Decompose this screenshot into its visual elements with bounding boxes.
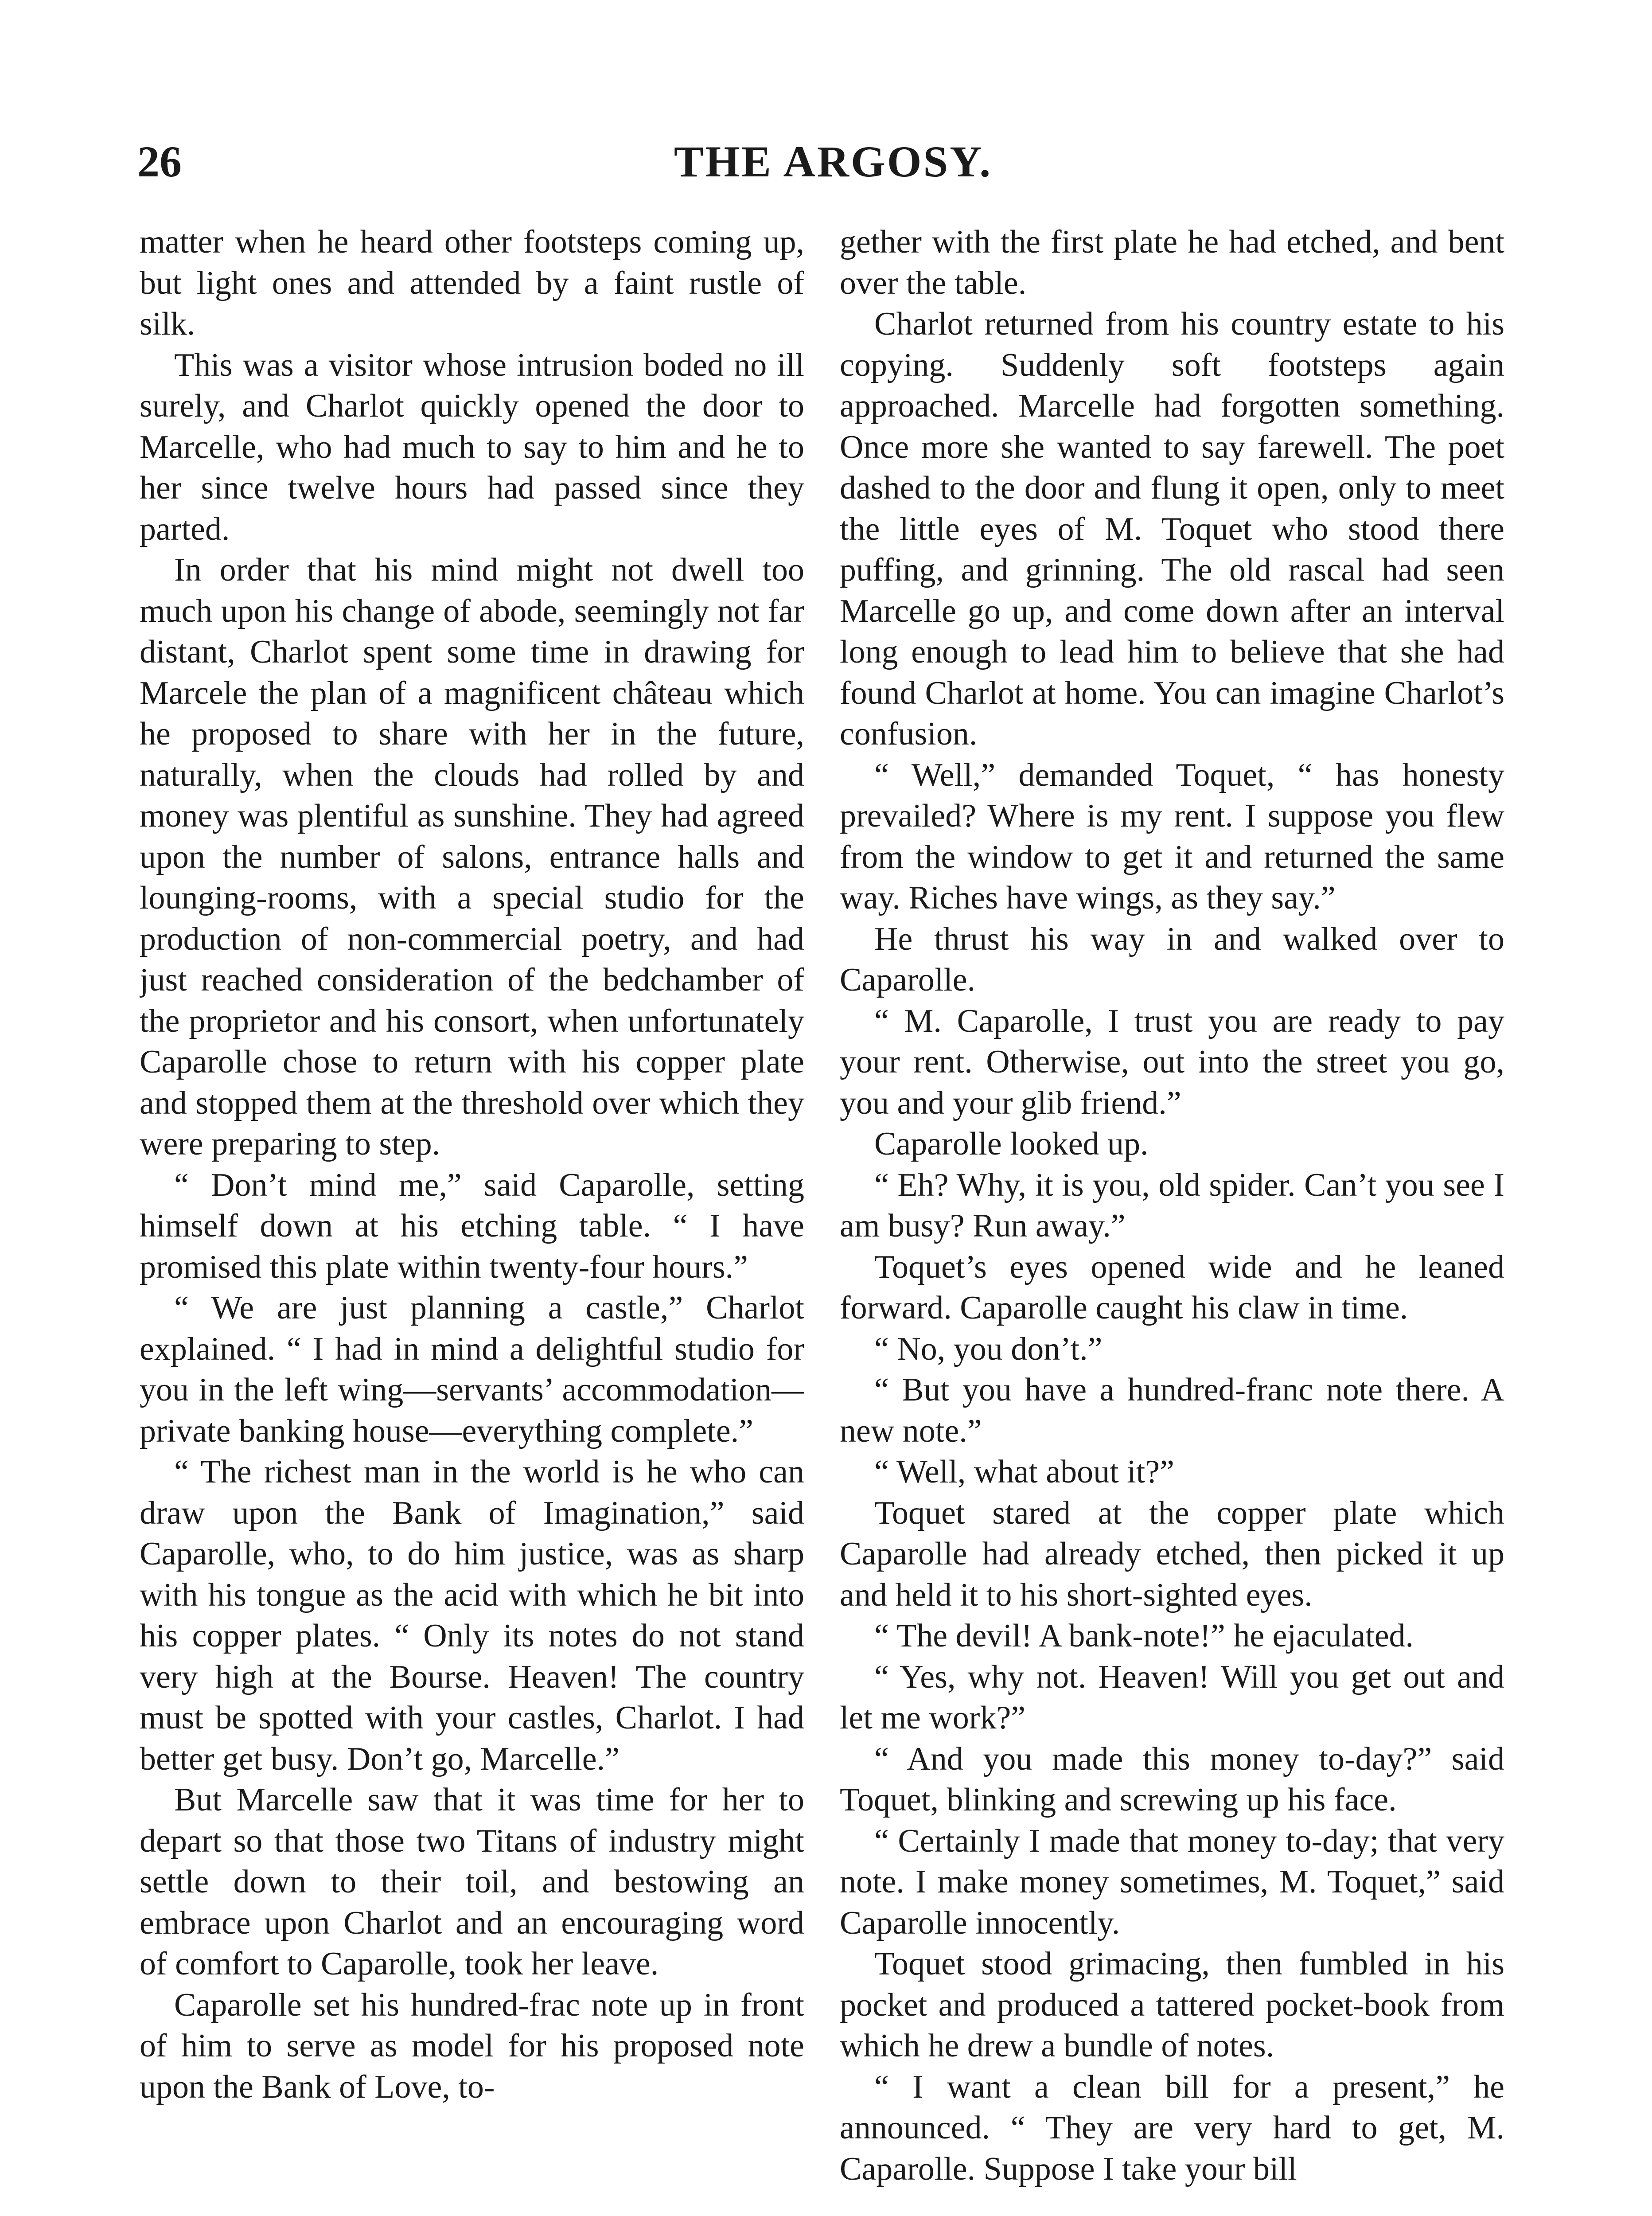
paragraph: “ Well, what about it?” — [874, 1454, 1174, 1490]
paragraph: In order that his mind might not dwell too much upon his change of abode, seemingly not far distant, Charlot spent some time in drawing for Marcele the plan of a magnificent château which he proposed to share with her in the future, naturally, when the clouds had rolled by and money was plentiful as sunshine. They had agreed upon the number of salons, entrance halls and lounging-rooms, with a special studio for the production of non-commercial poetry, and had just reached consideration of the bedchamber of the proprietor and his consort, when unfortunately Caparolle chose to return with his copper plate and stopped them at the threshold over which they were preparing to step. — [140, 552, 804, 1162]
paragraph: “ Well,” demanded Toquet, “ has honesty prevailed? Where is my rent. I suppose you flew from the window to get it and returned the same way. Riches have wings, as they say.” — [840, 757, 1504, 916]
paragraph: “ But you have a hundred-franc note there. A new note.” — [840, 1372, 1504, 1449]
paragraph: “ Yes, why not. Heaven! Will you get out and let me work?” — [840, 1658, 1504, 1736]
paragraph: Caparolle looked up. — [874, 1126, 1149, 1162]
paragraph: “ No, you don’t.” — [874, 1330, 1103, 1367]
paragraph: “ And you made this money to-day?” said Toquet, blinking and screwing up his face. — [840, 1740, 1504, 1818]
running-head: THE ARGOSY. — [674, 137, 993, 186]
page-number: 26 — [137, 137, 182, 186]
paragraph: “ Eh? Why, it is you, old spider. Can’t you see I am busy? Run away.” — [840, 1167, 1504, 1244]
paragraph: “ The richest man in the world is he who can draw upon the Bank of Imagination,” said Caparolle, who, to do him justice, was as sharp with his tongue as the acid with which he bit into his copper plates. “ Only its notes do not stand very high at the Bourse. Heaven! The country must be spotted with your castles, Charlot. I had better get busy. Don’t go, Marcelle.” — [140, 1454, 804, 1777]
paragraph: He thrust his way in and walked over to Caparolle. — [840, 921, 1504, 998]
paragraph: Toquet’s eyes opened wide and he leaned forward. Caparolle caught his claw in time. — [840, 1248, 1504, 1326]
paragraph: “ Certainly I made that money to-day; that very note. I make money sometimes, M. Toquet,” said Caparolle innocently. — [840, 1822, 1504, 1941]
paragraph: “ M. Caparolle, I trust you are ready to pay your rent. Otherwise, out into the street you go, you and your glib friend.” — [840, 1003, 1504, 1121]
paragraph: matter when he heard other footsteps coming up, but light ones and attended by a faint rustle of silk. — [140, 224, 804, 342]
paragraph: Toquet stood grimacing, then fumbled in his pocket and produced a tattered pocket-book from which he drew a bundle of notes. — [840, 1946, 1504, 2064]
text-column-right — [840, 222, 1504, 2216]
paragraph: “ Don’t mind me,” said Caparolle, setting himself down at his etching table. “ I have promised this plate within twenty-four hours.” — [140, 1167, 804, 1285]
paragraph: But Marcelle saw that it was time for her to depart so that those two Titans of industry might settle down to their toil, and bestowing an embrace upon Charlot and an encouraging word of comfort to Caparolle, took her leave. — [140, 1782, 804, 1982]
paragraph: “ The devil! A bank-note!” he ejaculated. — [874, 1618, 1414, 1654]
paragraph: This was a visitor whose intrusion boded no ill surely, and Charlot quickly opened the door to Marcelle, who had much to say to him and he to her since twelve hours had passed since they parted. — [140, 347, 804, 547]
text-column-left — [140, 222, 804, 2216]
paragraph: “ We are just planning a castle,” Charlot explained. “ I had in mind a delightful studio for you in the left wing—servants’ accommodation—private banking house—everything complete.” — [140, 1290, 804, 1449]
paragraph: gether with the first plate he had etched, and bent over the table. — [840, 224, 1504, 301]
paragraph: Caparolle set his hundred-frac note up in front of him to serve as model for his proposed note upon the Bank of Love, to- — [140, 1986, 804, 2105]
page-header — [137, 129, 1529, 195]
paragraph: “ I want a clean bill for a present,” he announced. “ They are very hard to get, M. Caparolle. Suppose I take your bill — [840, 2068, 1504, 2187]
paragraph: Toquet stared at the copper plate which Caparolle had already etched, then picked it up and held it to his short-sighted eyes. — [840, 1494, 1504, 1613]
paragraph: Charlot returned from his country estate to his copying. Suddenly soft footsteps again approached. Marcelle had forgotten something. Once more she wanted to say farewell. The poet dashed to the door and flung it open, only to meet the little eyes of M. Toquet who stood there puffing, and grinning. The old rascal had seen Marcelle go up, and come down after an interval long enough to lead him to believe that she had found Charlot at home. You can imagine Charlot’s confusion. — [840, 306, 1504, 752]
